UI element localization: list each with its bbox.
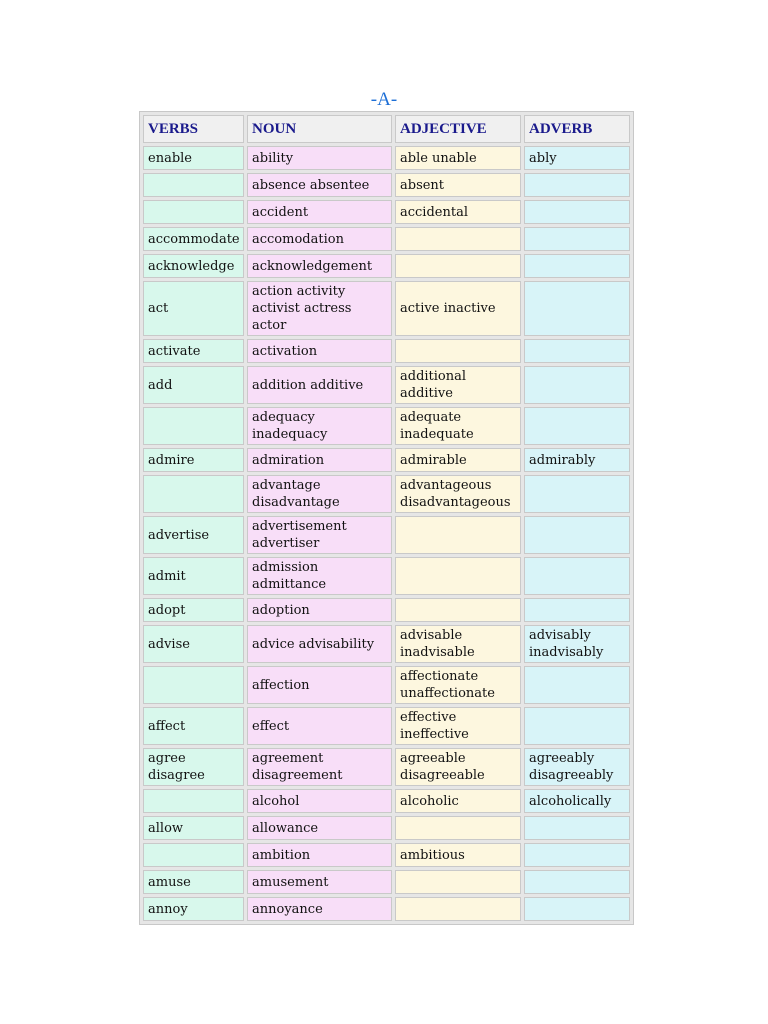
- table-row: [143, 789, 630, 813]
- table-row: [143, 200, 630, 224]
- table-row: [143, 366, 630, 404]
- table-row: [143, 748, 630, 786]
- adjective-cell: [395, 227, 521, 251]
- verb-cell: [143, 843, 244, 867]
- adverb-cell: alcoholically: [524, 789, 630, 813]
- adverb-cell: [524, 339, 630, 363]
- adjective-cell: [395, 897, 521, 921]
- adjective-cell: effective ineffective: [395, 707, 521, 745]
- noun-cell: acknowledgement: [247, 254, 392, 278]
- table-row: [143, 843, 630, 867]
- adjective-cell: able unable: [395, 146, 521, 170]
- table-row: [143, 254, 630, 278]
- adjective-cell: adequate inadequate: [395, 407, 521, 445]
- page-heading: -A-: [370, 89, 398, 110]
- adjective-cell: [395, 557, 521, 595]
- noun-cell: amusement: [247, 870, 392, 894]
- noun-cell: annoyance: [247, 897, 392, 921]
- adverb-cell: [524, 254, 630, 278]
- table-header: [143, 115, 630, 143]
- noun-cell: accomodation: [247, 227, 392, 251]
- adjective-cell: advisable inadvisable: [395, 625, 521, 663]
- adverb-cell: [524, 281, 630, 336]
- verb-cell: admire: [143, 448, 244, 472]
- adverb-cell: [524, 816, 630, 840]
- adjective-cell: [395, 516, 521, 554]
- verb-cell: adopt: [143, 598, 244, 622]
- verb-cell: affect: [143, 707, 244, 745]
- verb-cell: [143, 666, 244, 704]
- noun-cell: accident: [247, 200, 392, 224]
- adverb-cell: advisably inadvisably: [524, 625, 630, 663]
- table-row: [143, 475, 630, 513]
- noun-cell: effect: [247, 707, 392, 745]
- verb-cell: annoy: [143, 897, 244, 921]
- noun-cell: absence absentee: [247, 173, 392, 197]
- noun-cell: adoption: [247, 598, 392, 622]
- verb-cell: enable: [143, 146, 244, 170]
- adjective-cell: affectionate unaffectionate: [395, 666, 521, 704]
- table-row: [143, 625, 630, 663]
- adjective-cell: advantageous disadvantageous: [395, 475, 521, 513]
- adverb-cell: [524, 227, 630, 251]
- header-adverb: ADVERB: [524, 115, 630, 143]
- verb-cell: [143, 789, 244, 813]
- adjective-cell: alcoholic: [395, 789, 521, 813]
- adverb-cell: [524, 843, 630, 867]
- verb-cell: agree disagree: [143, 748, 244, 786]
- noun-cell: ability: [247, 146, 392, 170]
- table-row: [143, 407, 630, 445]
- table-row: [143, 227, 630, 251]
- table-row: [143, 448, 630, 472]
- table-row: [143, 870, 630, 894]
- adjective-cell: agreeable disagreeable: [395, 748, 521, 786]
- table-row: [143, 816, 630, 840]
- header-noun: NOUN: [247, 115, 392, 143]
- table-row: [143, 281, 630, 336]
- verb-cell: [143, 200, 244, 224]
- adjective-cell: ambitious: [395, 843, 521, 867]
- noun-cell: ambition: [247, 843, 392, 867]
- word-forms-table: [139, 111, 634, 925]
- adjective-cell: absent: [395, 173, 521, 197]
- adverb-cell: [524, 707, 630, 745]
- verb-cell: advertise: [143, 516, 244, 554]
- adverb-cell: [524, 366, 630, 404]
- table-row: [143, 516, 630, 554]
- verb-cell: advise: [143, 625, 244, 663]
- word-forms-table-container: [139, 111, 629, 925]
- verb-cell: admit: [143, 557, 244, 595]
- table-row: [143, 666, 630, 704]
- adverb-cell: [524, 870, 630, 894]
- verb-cell: [143, 475, 244, 513]
- header-verbs: VERBS: [143, 115, 244, 143]
- table-row: [143, 339, 630, 363]
- verb-cell: [143, 407, 244, 445]
- adverb-cell: [524, 475, 630, 513]
- adverb-cell: [524, 557, 630, 595]
- noun-cell: alcohol: [247, 789, 392, 813]
- adjective-cell: [395, 339, 521, 363]
- table-row: [143, 598, 630, 622]
- adjective-cell: admirable: [395, 448, 521, 472]
- noun-cell: activation: [247, 339, 392, 363]
- table-row: [143, 707, 630, 745]
- adjective-cell: [395, 816, 521, 840]
- adjective-cell: [395, 598, 521, 622]
- adverb-cell: [524, 897, 630, 921]
- verb-cell: allow: [143, 816, 244, 840]
- noun-cell: affection: [247, 666, 392, 704]
- adverb-cell: [524, 173, 630, 197]
- noun-cell: advertisement advertiser: [247, 516, 392, 554]
- header-row: [143, 115, 630, 143]
- noun-cell: adequacy inadequacy: [247, 407, 392, 445]
- verb-cell: [143, 173, 244, 197]
- adverb-cell: ably: [524, 146, 630, 170]
- adjective-cell: accidental: [395, 200, 521, 224]
- noun-cell: admiration: [247, 448, 392, 472]
- adverb-cell: admirably: [524, 448, 630, 472]
- adjective-cell: additional additive: [395, 366, 521, 404]
- verb-cell: activate: [143, 339, 244, 363]
- table-row: [143, 146, 630, 170]
- noun-cell: admission admittance: [247, 557, 392, 595]
- noun-cell: addition additive: [247, 366, 392, 404]
- table-body: [143, 146, 630, 921]
- header-adjective: ADJECTIVE: [395, 115, 521, 143]
- adverb-cell: [524, 200, 630, 224]
- verb-cell: act: [143, 281, 244, 336]
- adjective-cell: [395, 870, 521, 894]
- verb-cell: accommodate: [143, 227, 244, 251]
- adjective-cell: active inactive: [395, 281, 521, 336]
- adverb-cell: [524, 407, 630, 445]
- noun-cell: advice advisability: [247, 625, 392, 663]
- adverb-cell: [524, 598, 630, 622]
- adverb-cell: agreeably disagreeably: [524, 748, 630, 786]
- noun-cell: action activity activist actress actor: [247, 281, 392, 336]
- noun-cell: agreement disagreement: [247, 748, 392, 786]
- adjective-cell: [395, 254, 521, 278]
- verb-cell: add: [143, 366, 244, 404]
- adverb-cell: [524, 666, 630, 704]
- table-row: [143, 173, 630, 197]
- noun-cell: allowance: [247, 816, 392, 840]
- verb-cell: amuse: [143, 870, 244, 894]
- table-row: [143, 557, 630, 595]
- table-row: [143, 897, 630, 921]
- adverb-cell: [524, 516, 630, 554]
- noun-cell: advantage disadvantage: [247, 475, 392, 513]
- verb-cell: acknowledge: [143, 254, 244, 278]
